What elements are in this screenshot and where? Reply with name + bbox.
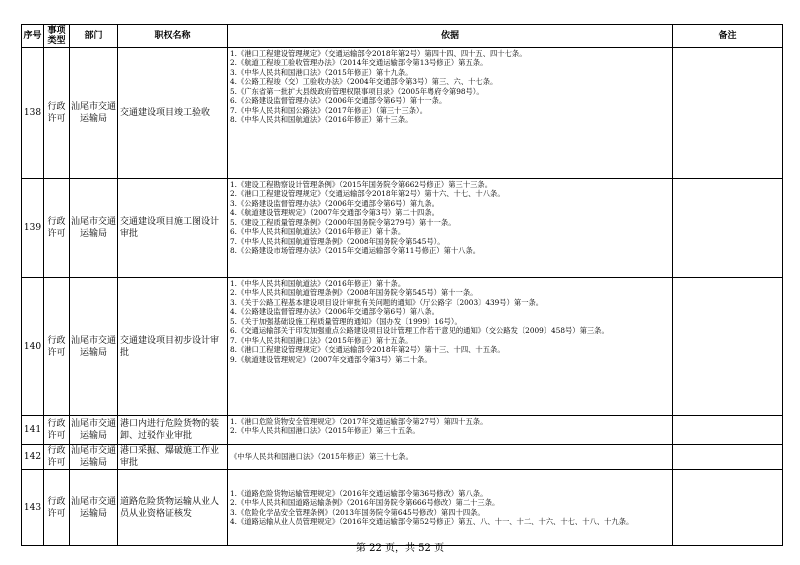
basis-line: 4.《公路建设监督管理办法》（2006年交通部令第6号）第八条。 bbox=[230, 307, 439, 317]
basis-line: 2.《航道工程竣工验收管理办法》（2014年交通运输部令第13号修正）第五条。 bbox=[230, 58, 488, 68]
basis-line: 6.《交通运输部关于印发加强重点公路建设项目设计管理工作若干意见的通知》（交公路发〔2009〕458号）第三条。 bbox=[230, 326, 609, 336]
table-row bbox=[22, 445, 783, 470]
table-row bbox=[22, 179, 783, 278]
page-number-footer: 第 22 页，共 52 页 bbox=[355, 543, 445, 554]
basis-line: 8.《港口工程建设管理规定》（交通运输部令2018年第2号）第十三、十四、十五条。 bbox=[230, 345, 505, 355]
power-list-table bbox=[21, 24, 783, 546]
table-row bbox=[22, 470, 783, 546]
basis-line: 2.《中华人民共和国道路运输条例》（2016年国务院令第666号修改）第二十三条。 bbox=[230, 498, 500, 508]
basis-line: 1.《港口工程建设管理规定》（交通运输部令2018年第2号）第四十四、四十五、四十七条。 bbox=[230, 49, 527, 58]
row-note bbox=[673, 48, 783, 179]
row-type: 行政许可 bbox=[44, 445, 70, 470]
row-seq: 143 bbox=[22, 470, 44, 546]
header-basis: 依据 bbox=[228, 25, 673, 48]
basis-line: 4.《公路工程竣（交）工验收办法》（2004年交通部令第3号）第三、六、十七条。 bbox=[230, 77, 498, 87]
basis-line: 8.《中华人民共和国航道法》（2016年修正）第十三条。 bbox=[230, 115, 413, 125]
table-row bbox=[22, 48, 783, 179]
table-row bbox=[22, 416, 783, 445]
basis-line: 4.《道路运输从业人员管理规定》（2016年交通运输部令第52号修正）第五、八、十一、十二、十六、十七、十八、十九条。 bbox=[230, 516, 634, 526]
basis-line: 《中华人民共和国港口法》（2015年修正）第三十七条。 bbox=[230, 452, 413, 462]
basis-line: 3.《危险化学品安全管理条例》（2013年国务院令第645号修改）第四十四条。 bbox=[230, 507, 485, 517]
row-seq: 141 bbox=[22, 416, 44, 445]
header-name: 职权名称 bbox=[118, 25, 228, 48]
basis-line: 1.《建设工程勘察设计管理条例》（2015年国务院令第662号修正）第三十三条。 bbox=[230, 180, 493, 189]
header-type: 事项类型 bbox=[44, 25, 70, 48]
basis-line: 3.《关于公路工程基本建设项目设计审批有关问题的通知》（厅公路字〔2003〕439号）第一条。 bbox=[230, 297, 544, 307]
basis-line: 4.《航道建设管理规定》（2007年交通部令第3号）第二十四条。 bbox=[230, 208, 439, 218]
row-seq: 138 bbox=[22, 48, 44, 179]
row-power-name: 港口内进行危险货物的装卸、过驳作业审批 bbox=[118, 416, 228, 445]
basis-line: 6.《中华人民共和国航道法》（2016年修正）第十条。 bbox=[230, 227, 406, 237]
basis-line: 5.《广东省第一批扩大县级政府管理权限事项目录》（2005年粤府令第98号）。 bbox=[230, 86, 484, 96]
row-dept: 汕尾市交通运输局 bbox=[70, 278, 118, 416]
row-type: 行政许可 bbox=[44, 278, 70, 416]
basis-line: 9.《航道建设管理规定》（2007年交通部令第3号）第二十条。 bbox=[230, 354, 432, 364]
row-basis bbox=[228, 416, 673, 445]
row-note bbox=[673, 278, 783, 416]
basis-line: 1.《港口危险货物安全管理规定》（2017年交通运输部令第27号）第四十五条。 bbox=[230, 417, 488, 426]
basis-line: 3.《公路建设监督管理办法》（2006年交通部令第6号）第九条。 bbox=[230, 198, 439, 208]
header-note: 备注 bbox=[673, 25, 783, 48]
row-note bbox=[673, 470, 783, 546]
row-dept: 汕尾市交通运输局 bbox=[70, 446, 116, 468]
row-note bbox=[673, 179, 783, 278]
row-basis bbox=[228, 445, 673, 470]
basis-line: 2.《港口工程建设管理规定》（交通运输部令2018年第2号）第十六、十七、十八条。 bbox=[230, 189, 505, 199]
basis-line: 3.《中华人民共和国港口法》（2015年修正）第十九条。 bbox=[230, 67, 413, 77]
row-note bbox=[673, 416, 783, 445]
row-basis bbox=[228, 470, 673, 546]
row-seq: 142 bbox=[22, 445, 44, 470]
row-basis bbox=[228, 48, 673, 179]
row-power-name: 道路危险货物运输从业人员从业资格证核发 bbox=[118, 470, 228, 546]
row-note bbox=[673, 445, 783, 470]
basis-line: 7.《中华人民共和国港口法》（2015年修正）第十五条。 bbox=[230, 335, 413, 345]
table-row bbox=[22, 278, 783, 416]
basis-line: 2.《中华人民共和国航道管理条例》（2008年国务院令第545号）第十一条。 bbox=[230, 288, 478, 298]
row-seq: 139 bbox=[22, 179, 44, 278]
basis-line: 7.《中华人民共和国航道管理条例》（2008年国务院令第545号）。 bbox=[230, 236, 445, 246]
header-dept: 部门 bbox=[70, 25, 118, 48]
row-power-name: 港口采掘、爆破施工作业审批 bbox=[118, 445, 228, 470]
basis-line: 7.《中华人民共和国公路法》（2017年修正）（第三十三条）。 bbox=[230, 105, 428, 115]
basis-line: 5.《建设工程质量管理条例》（2000年国务院令第279号）第十一条。 bbox=[230, 217, 456, 227]
basis-line: 1.《道路危险货物运输管理规定》（2016年交通运输部令第36号修改）第八条。 bbox=[230, 488, 488, 498]
row-type: 行政许可 bbox=[44, 48, 70, 179]
row-power-name: 交通建设项目竣工验收 bbox=[118, 48, 228, 179]
basis-line: 5.《关于加强基础设施工程质量管理的通知》（国办发〔1999〕16号）。 bbox=[230, 316, 462, 326]
basis-line: 8.《公路建设市场管理办法》（2015年交通运输部令第11号修正）第十八条。 bbox=[230, 246, 481, 256]
row-basis bbox=[228, 278, 673, 416]
basis-line: 6.《公路建设监督管理办法》（2006年交通部令第6号）第十一条。 bbox=[230, 96, 447, 106]
row-dept: 汕尾市交通运输局 bbox=[70, 416, 118, 445]
row-dept: 汕尾市交通运输局 bbox=[70, 470, 118, 546]
basis-line: 1.《中华人民共和国航道法》（2016年修正）第十条。 bbox=[230, 279, 406, 288]
table-header-row bbox=[22, 25, 783, 48]
row-power-name: 交通建设项目施工图设计审批 bbox=[118, 179, 228, 278]
row-type: 行政许可 bbox=[44, 416, 70, 445]
header-seq: 序号 bbox=[22, 25, 44, 48]
row-seq: 140 bbox=[22, 278, 44, 416]
basis-line: 2.《中华人民共和国港口法》（2015年修正）第三十五条。 bbox=[230, 426, 420, 436]
row-power-name: 交通建设项目初步设计审批 bbox=[118, 278, 228, 416]
row-type: 行政许可 bbox=[44, 470, 70, 546]
row-type: 行政许可 bbox=[44, 179, 70, 278]
row-dept: 汕尾市交通运输局 bbox=[70, 48, 118, 179]
row-basis bbox=[228, 179, 673, 278]
row-dept: 汕尾市交通运输局 bbox=[70, 179, 118, 278]
